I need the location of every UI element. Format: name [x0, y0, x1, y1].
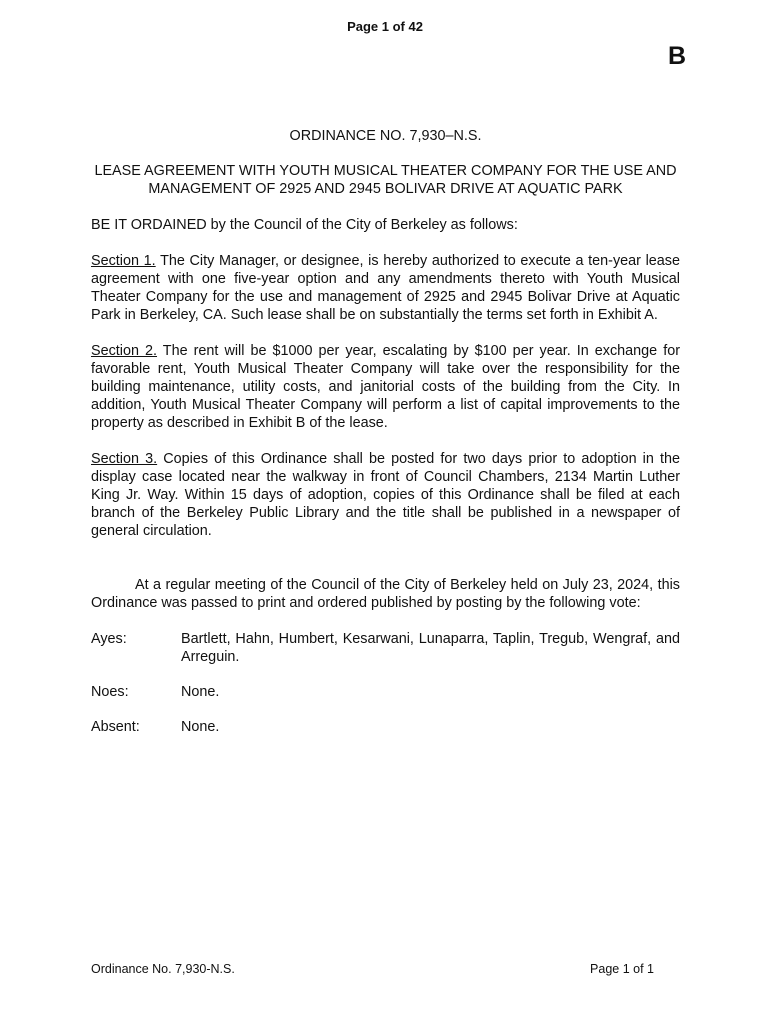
- document-body: [91, 127, 680, 753]
- section-3: [91, 450, 680, 540]
- ordain-clause: BE IT ORDAINED by the Council of the City of Berkeley as follows:: [91, 217, 518, 233]
- section-1-text: The City Manager, or designee, is hereby authorized to execute a ten-year lease agreement with one five-year option and any amendments thereto with Youth Musical Theater Company for the use and management of 2925 and 2945 Bolivar Drive at Aquatic Park in Berkeley, CA. Such lease shall be on substantially the terms set forth in Exhibit A.: [91, 253, 681, 323]
- section-3-label: Section 3.: [91, 451, 158, 467]
- vote-ayes-label: Ayes:: [91, 631, 127, 647]
- section-1-label: Section 1.: [91, 253, 156, 269]
- vote-noes-label: Noes:: [91, 684, 129, 700]
- section-2-text: The rent will be $1000 per year, escalating by $100 per year. In exchange for favorable rent, Youth Musical Theater Company will take over the responsibility for the building maintenance, utility costs, and janitorial costs of the building from the City. In addition, Youth Musical Theater Company will perform a list of capital improvements to the property as described in Exhibit B of the lease.: [91, 343, 680, 431]
- vote-absent-label: Absent:: [91, 719, 140, 735]
- page-header-label: Page 1 of 42: [347, 19, 423, 34]
- vote-ayes: [91, 630, 680, 666]
- section-2-label: Section 2.: [91, 343, 158, 359]
- vote-ayes-value: Bartlett, Hahn, Humbert, Kesarwani, Lunaparra, Taplin, Tregub, Wengraf, and Arreguin.: [181, 631, 680, 665]
- vote-absent: [91, 718, 680, 736]
- section-3-text: Copies of this Ordinance shall be posted for two days prior to adoption in the display case located near the walkway in front of Council Chambers, 2134 Martin Luther King Jr. Way. Within 15 days of adoption, copies of this Ordinance shall be filed at each branch of the Berkeley Public Library and the title shall be published in a newspaper of general circulation.: [91, 451, 681, 539]
- section-1: [91, 252, 680, 324]
- vote-noes-value: None.: [181, 684, 220, 700]
- footer-ordinance-number: Ordinance No. 7,930-N.S.: [91, 962, 235, 976]
- ordinance-subtitle: LEASE AGREEMENT WITH YOUTH MUSICAL THEATER COMPANY FOR THE USE AND MANAGEMENT OF 2925 AND 2945 BOLIVAR DRIVE AT AQUATIC PARK: [94, 163, 677, 197]
- attachment-letter: B: [668, 42, 687, 70]
- footer-page-number: Page 1 of 1: [590, 962, 654, 976]
- vote-noes: [91, 683, 680, 701]
- vote-absent-value: None.: [181, 719, 220, 735]
- meeting-statement: At a regular meeting of the Council of the City of Berkeley held on July 23, 2024, this Ordinance was passed to print and ordered published by posting by the following vote:: [91, 577, 680, 611]
- ordinance-title: ORDINANCE NO. 7,930–N.S.: [289, 128, 482, 144]
- section-2: [91, 342, 680, 432]
